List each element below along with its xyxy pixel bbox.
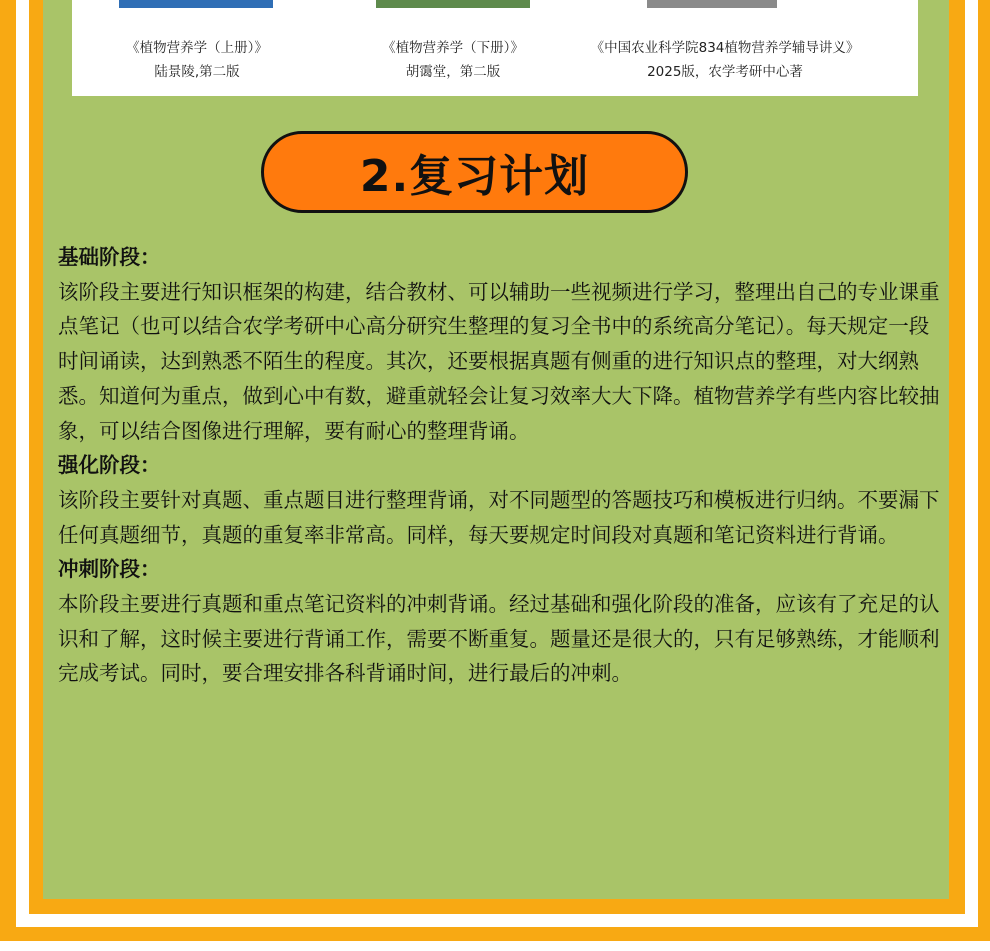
section-title-pill (261, 131, 688, 213)
book-author: 2025版，农学考研中心著 (647, 64, 803, 80)
book-author: 陆景陵,第二版 (154, 64, 240, 80)
stage-heading-basic: 基础阶段： (58, 245, 161, 269)
book-caption-3 (580, 36, 870, 84)
stage-body-intensive: 该阶段主要针对真题、重点题目进行整理背诵，对不同题型的答题技巧和模板进行归纳。不要漏下任何真题细节，真题的重复率非常高。同样，每天要规定时间段对真题和笔记资料进行背诵。 (58, 487, 940, 547)
book-author: 胡霭堂，第二版 (405, 64, 501, 80)
book-cover-3 (647, 0, 777, 8)
book-caption-2 (348, 36, 558, 84)
stage-heading-intensive: 强化阶段： (58, 453, 161, 478)
stage-body-basic: 该阶段主要进行知识框架的构建，结合教材、可以辅助一些视频进行学习，整理出自己的专业课重点笔记（也可以结合农学考研中心高分研究生整理的复习全书中的系统高分笔记）。每天规定一段时间诵读，达到熟悉不陌生的程度。其次，还要根据真题有侧重的进行知识点的整理，对大纲熟悉。知道何为重点，做到心中有数，避重就轻会让复习效率大大下降。植物营养学有些内容比较抽象，可以结合图像进行理解，要有耐心的整理背诵。 (58, 279, 940, 443)
book-cover-1 (119, 0, 273, 8)
book-cover-2 (376, 0, 530, 8)
stage-body-sprint: 本阶段主要进行真题和重点笔记资料的冲刺背诵。经过基础和强化阶段的准备，应该有了充足的认识和了解，这时候主要进行背诵工作，需要不断重复。题量还是很大的，只有足够熟练，才能顺利完成考试。同时，要合理安排各科背诵时间，进行最后的冲刺。 (58, 592, 940, 686)
book-caption-1 (92, 36, 302, 84)
book-title: 《中国农业科学院834植物营养学辅导讲义》 (590, 40, 860, 56)
stage-heading-sprint: 冲刺阶段： (58, 557, 161, 582)
books-card (72, 0, 918, 96)
book-title: 《植物营养学（下册）》 (382, 40, 524, 56)
section-title: 2.复习计划 (359, 151, 590, 202)
review-plan-content (58, 240, 946, 691)
book-title: 《植物营养学（上册）》 (126, 40, 268, 56)
